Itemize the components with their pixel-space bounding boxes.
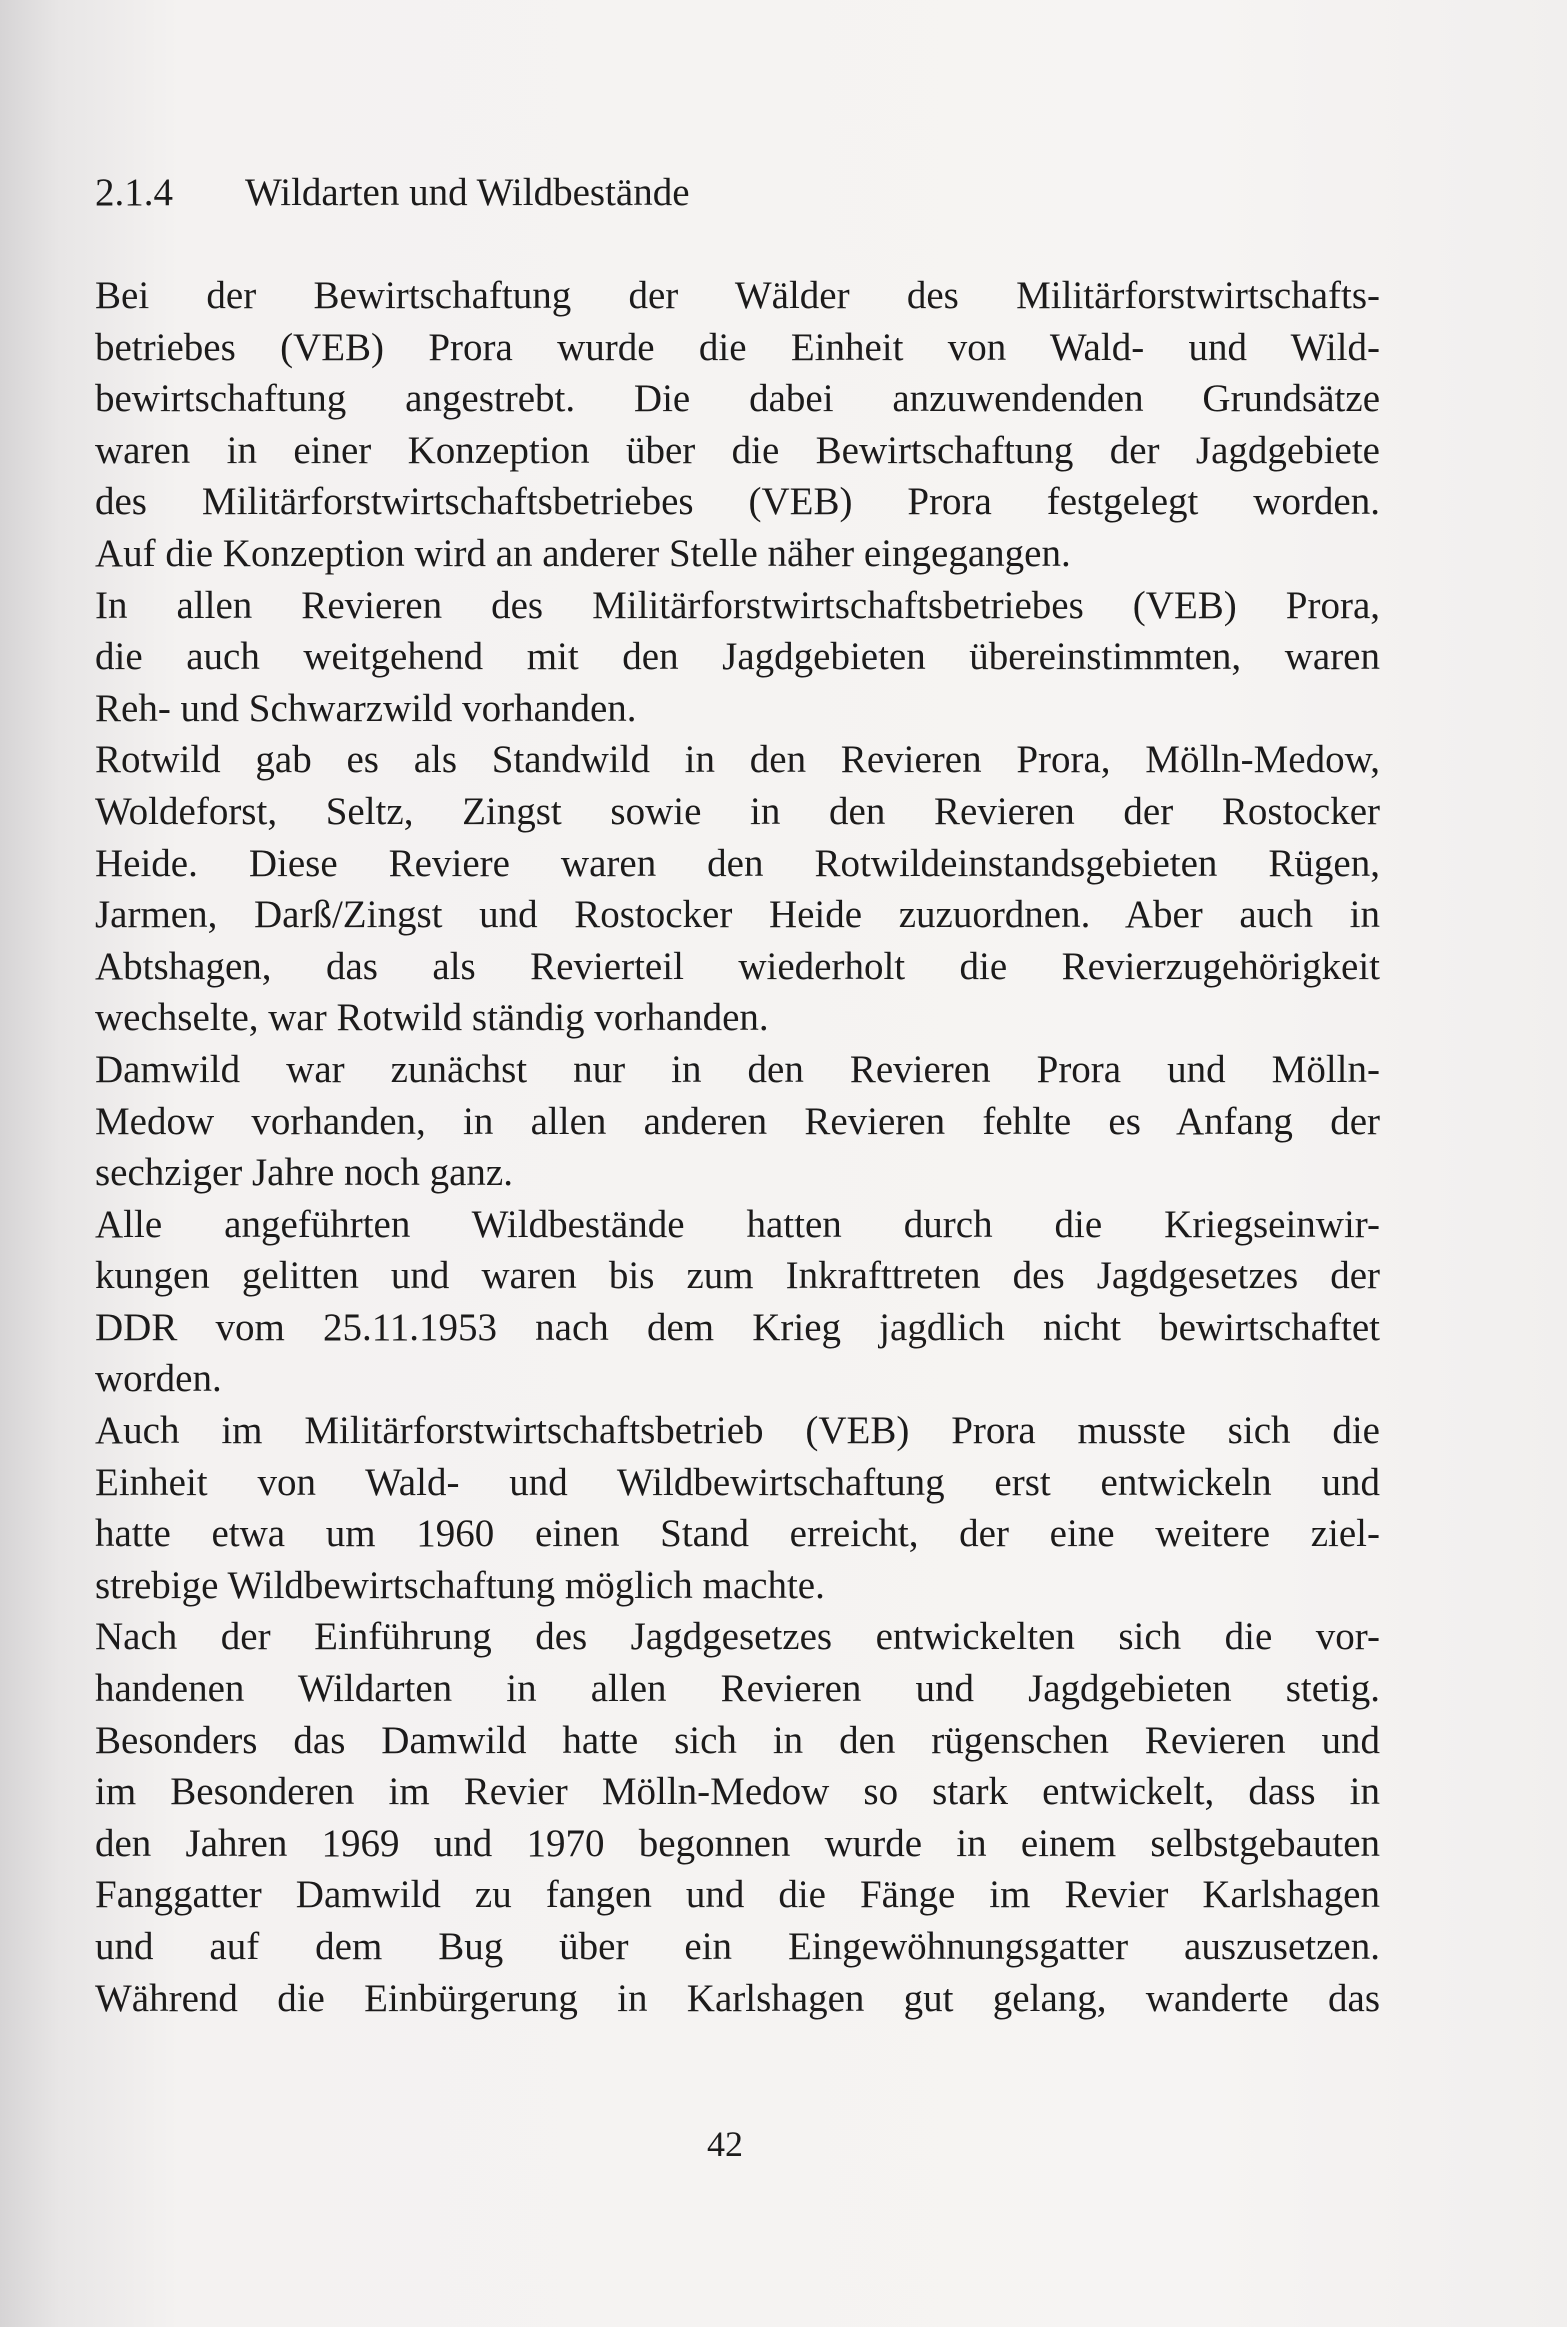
text-line: strebige Wildbewirtschaftung möglich machte. bbox=[95, 1563, 825, 1607]
paragraph bbox=[95, 270, 1380, 580]
text-line: Medow vorhanden, in allen anderen Revieren fehlte es Anfang der bbox=[95, 1099, 1380, 1143]
text-line: des Militärforstwirtschaftsbetriebes (VEB) Prora festgelegt worden. bbox=[95, 480, 1380, 524]
text-line: hatte etwa um 1960 einen Stand erreicht, der eine weitere ziel- bbox=[95, 1512, 1380, 1556]
section-heading bbox=[95, 168, 1380, 218]
text-line: Woldeforst, Seltz, Zingst sowie in den Revieren der Rostocker bbox=[95, 789, 1380, 833]
text-line: Reh- und Schwarzwild vorhanden. bbox=[95, 686, 637, 730]
text-line: Nach der Einführung des Jagdgesetzes entwickelten sich die vor- bbox=[95, 1615, 1380, 1659]
text-line: sechziger Jahre noch ganz. bbox=[95, 1151, 513, 1195]
text-line: Während die Einbürgerung in Karlshagen gut gelang, wanderte das bbox=[95, 1976, 1380, 2020]
text-line: Einheit von Wald- und Wildbewirtschaftung erst entwickeln und bbox=[95, 1460, 1380, 1504]
section-number: 2.1.4 bbox=[95, 171, 173, 214]
text-line: betriebes (VEB) Prora wurde die Einheit von Wald- und Wild- bbox=[95, 325, 1380, 369]
text-line: Jarmen, Darß/Zingst und Rostocker Heide zuzuordnen. Aber auch in bbox=[95, 893, 1380, 937]
text-line: Rotwild gab es als Standwild in den Revieren Prora, Mölln-Medow, bbox=[95, 738, 1380, 782]
text-line: Auch im Militärforstwirtschaftsbetrieb (VEB) Prora musste sich die bbox=[95, 1409, 1380, 1453]
paragraph bbox=[95, 1611, 1380, 2024]
body-text bbox=[95, 270, 1380, 2024]
text-line: Heide. Diese Reviere waren den Rotwildeinstandsgebieten Rügen, bbox=[95, 841, 1380, 885]
text-line: den Jahren 1969 und 1970 begonnen wurde in einem selbstgebauten bbox=[95, 1821, 1380, 1865]
text-line: die auch weitgehend mit den Jagdgebieten übereinstimmten, waren bbox=[95, 635, 1380, 679]
text-line: Fanggatter Damwild zu fangen und die Fänge im Revier Karlshagen bbox=[95, 1873, 1380, 1917]
text-line: bewirtschaftung angestrebt. Die dabei anzuwendenden Grundsätze bbox=[95, 377, 1380, 421]
text-line: Damwild war zunächst nur in den Revieren Prora und Mölln- bbox=[95, 1047, 1380, 1091]
text-line: In allen Revieren des Militärforstwirtschaftsbetriebes (VEB) Prora, bbox=[95, 583, 1380, 627]
text-line: DDR vom 25.11.1953 nach dem Krieg jagdlich nicht bewirtschaftet bbox=[95, 1305, 1380, 1349]
paragraph bbox=[95, 1199, 1380, 1405]
text-line: Besonders das Damwild hatte sich in den rügenschen Revieren und bbox=[95, 1718, 1380, 1762]
text-line: im Besonderen im Revier Mölln-Medow so stark entwickelt, dass in bbox=[95, 1770, 1380, 1814]
paragraph bbox=[95, 580, 1380, 735]
text-line: Bei der Bewirtschaftung der Wälder des Militärforstwirtschafts- bbox=[95, 274, 1380, 317]
text-line: wechselte, war Rotwild ständig vorhanden. bbox=[95, 996, 769, 1040]
text-line: und auf dem Bug über ein Eingewöhnungsgatter auszusetzen. bbox=[95, 1925, 1380, 1968]
text-line: Abtshagen, das als Revierteil wiederholt die Revierzugehörigkeit bbox=[95, 944, 1380, 988]
paragraph bbox=[95, 1405, 1380, 1611]
text-line: Auf die Konzeption wird an anderer Stelle näher eingegangen. bbox=[95, 531, 1071, 575]
paragraph bbox=[95, 1044, 1380, 1199]
page-number: 42 bbox=[707, 2124, 743, 2164]
section-title: Wildarten und Wildbestände bbox=[245, 171, 690, 214]
page-content bbox=[95, 168, 1380, 2024]
text-line: Alle angeführten Wildbestände hatten durch die Kriegseinwir- bbox=[95, 1202, 1380, 1246]
text-line: kungen gelitten und waren bis zum Inkrafttreten des Jagdgesetzes der bbox=[95, 1254, 1380, 1298]
paragraph bbox=[95, 734, 1380, 1044]
text-line: waren in einer Konzeption über die Bewirtschaftung der Jagdgebiete bbox=[95, 428, 1380, 472]
text-line: worden. bbox=[95, 1357, 222, 1401]
text-line: handenen Wildarten in allen Revieren und Jagdgebieten stetig. bbox=[95, 1667, 1380, 1711]
